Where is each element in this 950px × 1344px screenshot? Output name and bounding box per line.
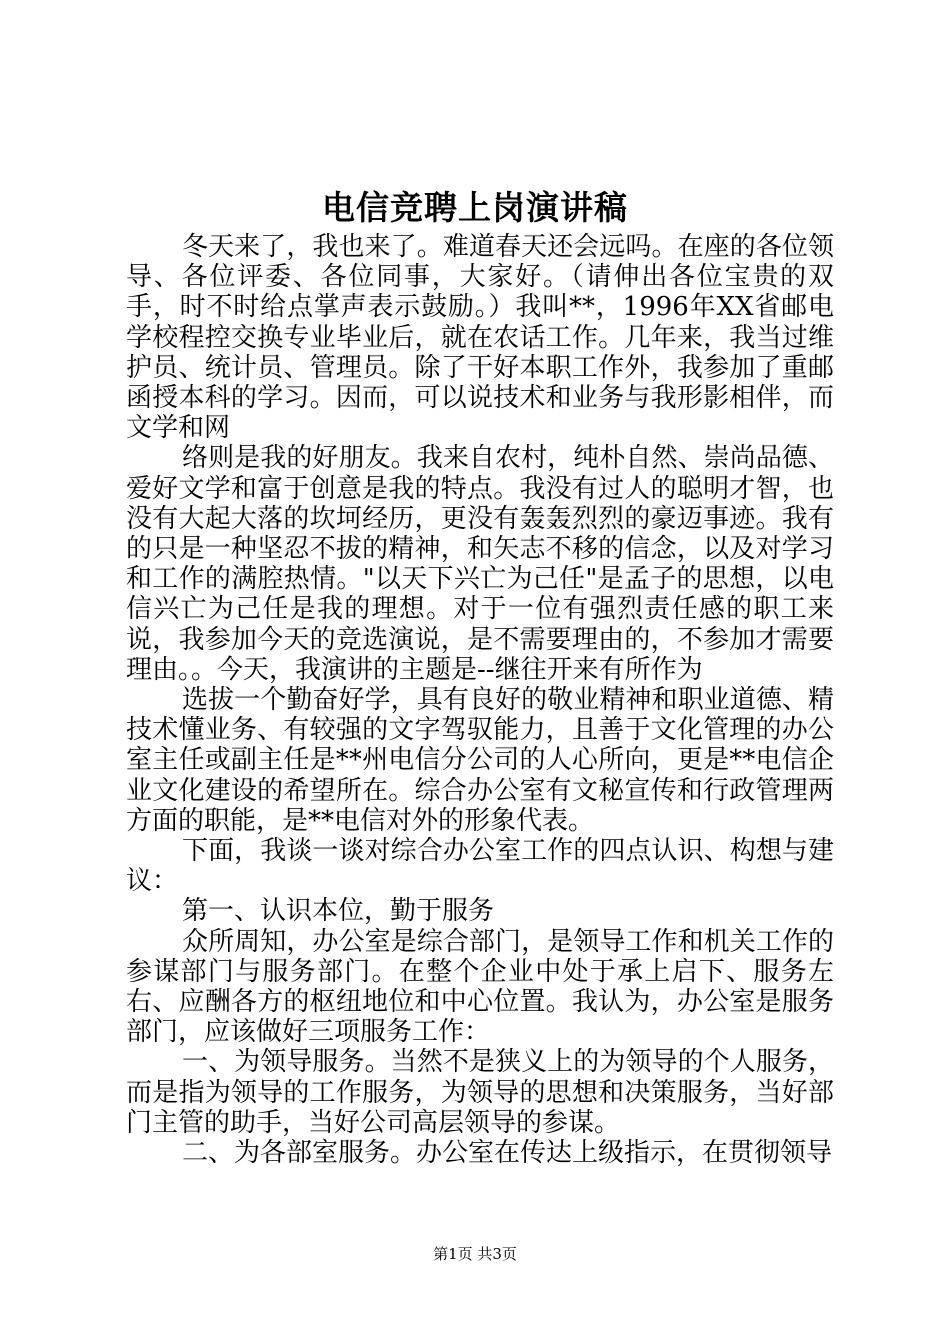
paragraph-2: 络则是我的好朋友。我来自农村，纯朴自然、崇尚品德、爱好文学和富于创意是我的特点。我没有过人的聪明才智，也没有大起大落的坎坷经历，更没有轰轰烈烈的豪迈事迹。我有的只是一种坚忍不拔的精神，和矢志不移的信念，以及对学习和工作的满腔热情。"以天下兴亡为己任"是孟子的思想，以电信兴亡为己任是我的理想。对于一位有强烈责任感的职工来说，我参加今天的竞选演说，是不需要理由的，不参加才需要理由。。今天，我演讲的主题是--继往开来有所作为 bbox=[126, 443, 834, 685]
paragraph-5: 众所周知，办公室是综合部门，是领导工作和机关工作的参谋部门与服务部门。在整个企业中处于承上启下、服务左右、应酬各方的枢纽地位和中心位置。我认为，办公室是服务部门，应该做好三项服务工作： bbox=[126, 926, 834, 1048]
document-title: 电信竞聘上岗演讲稿 bbox=[322, 188, 628, 227]
paragraph-1: 冬天来了，我也来了。难道春天还会远吗。在座的各位领导、各位评委、各位同事，大家好。（请伸出各位宝贵的双手，时不时给点掌声表示鼓励。）我叫**，1996年XX省邮电学校程控交换专业毕业后，就在农话工作。几年来，我当过维护员、统计员、管理员。除了干好本职工作外，我参加了重邮函授本科的学习。因而，可以说技术和业务与我形影相伴，而文学和网 bbox=[126, 232, 834, 444]
page-footer: 第1页 共3页 bbox=[433, 1245, 517, 1263]
document-body bbox=[126, 232, 834, 1168]
paragraph-7: 二、为各部室服务。办公室在传达上级指示，在贯彻领导 bbox=[182, 1138, 833, 1169]
paragraph-4: 下面，我谈一谈对综合办公室工作的四点认识、构想与建议： bbox=[126, 836, 834, 897]
section-heading-1: 第一、认识本位，勤于服务 bbox=[182, 896, 495, 927]
paragraph-6: 一、为领导服务。当然不是狭义上的为领导的个人服务，而是指为领导的工作服务，为领导的思想和决策服务，当好部门主管的助手，当好公司高层领导的参谋。 bbox=[126, 1047, 834, 1138]
paragraph-3: 选拔一个勤奋好学，具有良好的敬业精神和职业道德、精技术懂业务、有较强的文字驾驭能力，且善于文化管理的办公室主任或副主任是**州电信分公司的人心所向，更是**电信企业文化建设的希望所在。综合办公室有文秘宣传和行政管理两方面的职能，是**电信对外的形象代表。 bbox=[126, 685, 834, 836]
